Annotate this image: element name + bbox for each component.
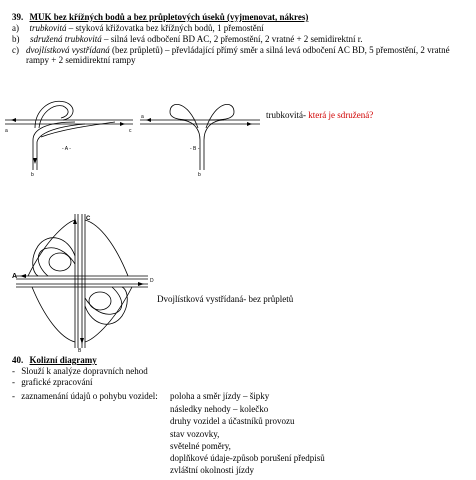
bullet-text: zaznamenání údajů o pohybu vozidel: [21,391,158,401]
figure-c-letter-D: D [150,278,154,284]
bullet-dash: - [12,391,15,401]
trumpet-question-label [266,110,373,120]
detail-line: poloha a směr jízdy – šipky [170,391,270,401]
detail-line: zvláštní okolnosti jízdy [170,465,254,475]
bullet-list-item [12,377,92,387]
detail-line: druhy vozidel a účastníků provozu [170,416,295,426]
section-40-title: Kolizní diagramy [29,355,97,365]
bullet-text: grafické zpracování [21,377,93,387]
bullet-dash: - [12,366,15,376]
section-39-heading [12,12,308,22]
item-c-text: (bez průpletů) – převládající přímý směr a silná levá odbočení AC BD, 5 přemostění, 2 vratné rampy + 2 semidirektní rampy [26,45,450,65]
figure-a-trumpet-diagram [5,92,135,178]
section-39-number: 39. [12,12,24,22]
figure-c-letter-A: A [12,273,18,280]
figure-c-cloverleaf-diagram [8,206,158,356]
detail-line: následky nehody – kolečko [170,404,269,414]
item-b-text: – silná levá odbočení BD AC, 2 přemostění, 2 vratné + 2 semidirektní r. [101,34,363,44]
figure-b-letter-a: a [141,114,144,120]
trumpet-label-text: trubkovitá- [266,110,309,120]
section-40-heading [12,355,97,365]
item-a-text: – styková křižovatka bez křížných bodů, 1 přemostění [66,23,264,33]
item-c-mark: c) [12,45,19,55]
figure-a-label: - A - [62,146,71,152]
bullet-list-item [12,391,158,401]
item-b-term: sdružená trubkovitá [30,34,102,44]
detail-line: světelné poměry, [170,441,231,451]
item-c-term: dvojlístková vystřídaná [26,45,110,55]
figure-a-letter-c: c [129,128,132,134]
figure-a-letter-b: b [31,172,34,178]
detail-line: stav vozovky, [170,429,220,439]
figure-a-letter-a: a [5,128,8,134]
item-c [12,45,467,65]
figure-b-trumpet-diagram [140,92,260,178]
figure-c-letter-C: C [86,216,91,222]
item-a-mark: a) [12,23,19,33]
item-a-term: trubkovitá [29,23,67,33]
item-b [12,34,363,44]
bullet-list-item [12,366,148,376]
item-a [12,23,264,33]
section-39-title: MUK bez křížných bodů a bez průpletových úseků (vyjmenovat, nákres) [29,12,309,22]
trumpet-question-red: která je sdružená? [308,110,374,120]
item-b-mark: b) [12,34,20,44]
bullet-text: Slouží k analýze dopravních nehod [21,366,148,376]
figure-b-letter-b: b [198,172,201,178]
detail-line: doplňkové údaje-způsob porušení předpisů [170,453,325,463]
section-40-number: 40. [12,355,24,365]
figure-c-letter-B: B [78,348,82,354]
cloverleaf-label: Dvojlístková vystřídaná- bez průpletů [157,294,294,304]
bullet-dash: - [12,377,15,387]
figure-b-label: - B - [190,146,200,152]
